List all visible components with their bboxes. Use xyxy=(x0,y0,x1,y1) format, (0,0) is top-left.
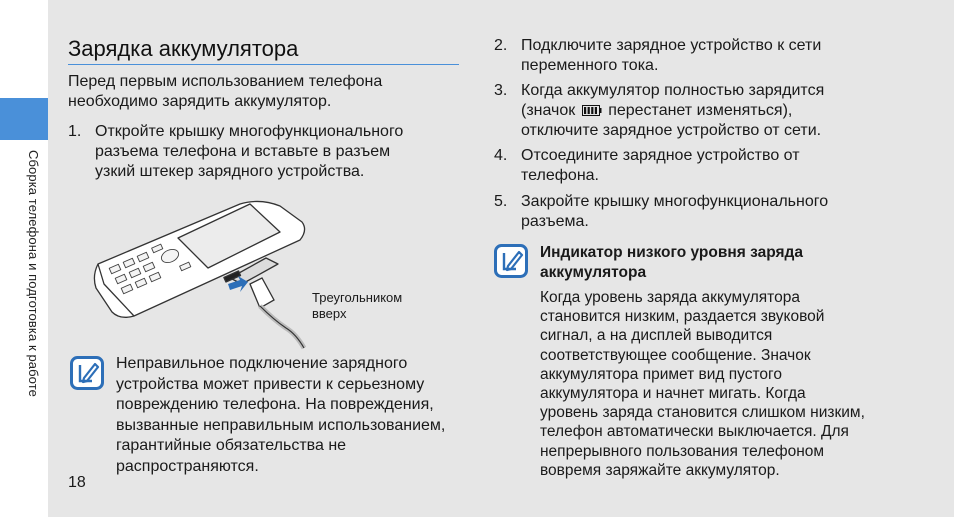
note-line: соответствующее сообщение. Значок xyxy=(540,346,811,364)
note-line: повреждению телефона. На повреждения, xyxy=(116,396,434,413)
low-battery-note xyxy=(540,288,900,480)
step-4 xyxy=(494,146,904,188)
note-line: устройства может привести к серьезному xyxy=(116,375,425,393)
step-line: разъема. xyxy=(521,213,589,230)
step-line-part: перестанет изменяться), xyxy=(608,102,793,119)
section-side-label: Сборка телефона и подготовка к работе xyxy=(26,150,41,397)
step-line: Закройте крышку многофункционального xyxy=(521,193,829,210)
step-text xyxy=(521,192,828,232)
warning-note xyxy=(116,354,466,477)
step-text xyxy=(521,146,800,186)
phone-charger-illustration xyxy=(90,192,310,352)
step-number: 1. xyxy=(68,123,82,140)
note-pencil-icon xyxy=(70,356,104,390)
title-underline xyxy=(68,64,459,65)
note-line: вовремя заряжайте аккумулятор. xyxy=(540,461,780,479)
note-line: телефон автоматически выключается. Для xyxy=(540,423,849,441)
step-line: отключите зарядное устройство от сети. xyxy=(521,122,822,139)
note-line: аккумулятора и начнет мигать. Когда xyxy=(540,385,806,403)
step-text xyxy=(521,36,821,76)
step-number: 4. xyxy=(494,147,508,164)
note-pencil-icon xyxy=(494,244,528,278)
step-line: узкий штекер зарядного устройства. xyxy=(95,163,365,180)
step-number: 2. xyxy=(494,37,508,54)
note-line: сигнал, а на дисплей выводится xyxy=(540,327,773,345)
step-line: Отсоедините зарядное устройство от xyxy=(521,147,800,164)
low-battery-note-title xyxy=(540,243,900,283)
callout-line: Треугольником xyxy=(312,290,403,305)
intro-line: Перед первым использованием телефона xyxy=(68,73,383,90)
step-number: 5. xyxy=(494,193,508,210)
note-line: уровень заряда становится слишком низким, xyxy=(540,404,865,422)
step-line: разъема телефона и вставьте в разъем xyxy=(95,143,391,160)
page-title: Зарядка аккумулятора xyxy=(68,36,299,61)
note-line: аккумулятора примет вид пустого xyxy=(540,365,782,383)
note-line: становится низким, раздается звуковой xyxy=(540,308,825,326)
step-line-part: (значок xyxy=(521,102,576,119)
step-text xyxy=(95,122,403,182)
section-tab xyxy=(0,98,48,140)
step-3 xyxy=(494,81,904,143)
callout-line: вверх xyxy=(312,306,347,321)
page-number: 18 xyxy=(68,474,86,491)
intro-paragraph xyxy=(68,72,458,112)
battery-full-icon xyxy=(582,105,602,116)
note-title-line: Индикатор низкого уровня заряда xyxy=(540,244,804,261)
step-line: переменного тока. xyxy=(521,57,659,74)
step-1 xyxy=(68,122,468,184)
step-line: Откройте крышку многофункционального xyxy=(95,123,404,140)
intro-line: необходимо зарядить аккумулятор. xyxy=(68,93,332,110)
note-line: Когда уровень заряда аккумулятора xyxy=(540,289,800,306)
plug-orientation-callout xyxy=(312,290,432,322)
step-line xyxy=(521,101,824,121)
note-line: распространяются. xyxy=(116,457,259,475)
step-text xyxy=(521,81,824,141)
step-number: 3. xyxy=(494,82,508,99)
note-title-line: аккумулятора xyxy=(540,264,647,281)
step-5 xyxy=(494,192,904,234)
note-line: Неправильное подключение зарядного xyxy=(116,355,408,372)
note-line: гарантийные обязательства не xyxy=(116,437,347,454)
step-line: Подключите зарядное устройство к сети xyxy=(521,37,822,54)
step-line: телефона. xyxy=(521,167,599,184)
step-2 xyxy=(494,36,904,78)
note-line: вызванные неправильным использованием, xyxy=(116,416,446,434)
step-line: Когда аккумулятор полностью зарядится xyxy=(521,82,825,99)
note-line: непрерывного пользования телефоном xyxy=(540,442,825,460)
